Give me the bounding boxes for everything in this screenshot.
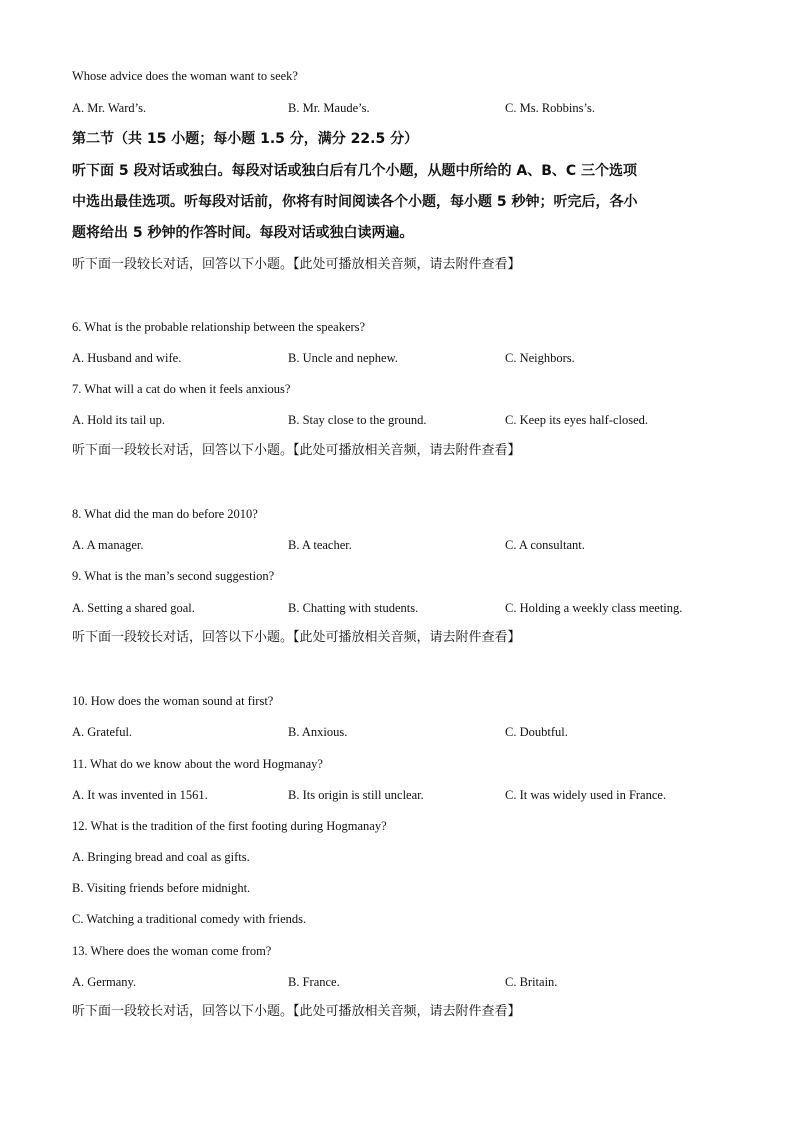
section-heading: 第二节（共 15 小题；每小题 1.5 分，满分 22.5 分） [72,131,419,147]
question-text: 7. What will a cat do when it feels anxious? [72,382,291,396]
option-b: B. A teacher. [288,538,352,552]
option-a: A. Bringing bread and coal as gifts. [72,850,250,864]
option-c: C. It was widely used in France. [505,788,667,802]
option-b: B. Uncle and nephew. [288,351,398,365]
option-a: A. A manager. [72,538,144,552]
option-a: A. Grateful. [72,725,133,739]
option-a: A. Husband and wife. [72,351,182,365]
option-a: A. It was invented in 1561. [72,788,208,802]
section-instructions-line-2: 中选出最佳选项。听每段对话前，你将有时间阅读各个小题，每小题 5 秒钟；听完后，各小 [72,194,638,210]
section-instructions-line-1: 听下面 5 段对话或独白。每段对话或独白后有几个小题，从题中所给的 A、B、C 三个选项 [72,163,638,179]
question-text: 9. What is the man’s second suggestion? [72,569,275,583]
option-a: A. Hold its tail up. [72,413,166,427]
listen-prompt: 听下面一段较长对话，回答以下小题。【此处可播放相关音频，请去附件查看】 [72,257,521,272]
option-c: C. Ms. Robbins’s. [505,101,595,115]
option-a: A. Mr. Ward’s. [72,101,147,115]
listen-prompt: 听下面一段较长对话，回答以下小题。【此处可播放相关音频，请去附件查看】 [72,1004,521,1019]
option-b: B. France. [288,975,340,989]
option-a: A. Setting a shared goal. [72,601,195,615]
option-b: B. Chatting with students. [288,601,419,615]
section-instructions-line-3: 题将给出 5 秒钟的作答时间。每段对话或独白读两遍。 [72,225,414,241]
option-c: C. Holding a weekly class meeting. [505,601,683,615]
question-text: Whose advice does the woman want to seek? [72,69,298,83]
question-text: 8. What did the man do before 2010? [72,507,258,521]
question-text: 11. What do we know about the word Hogmanay? [72,757,323,771]
option-c: C. A consultant. [505,538,585,552]
question-text: 10. How does the woman sound at first? [72,694,274,708]
listen-prompt: 听下面一段较长对话，回答以下小题。【此处可播放相关音频，请去附件查看】 [72,630,521,645]
option-b: B. Stay close to the ground. [288,413,427,427]
option-c: C. Doubtful. [505,725,568,739]
question-text: 13. Where does the woman come from? [72,944,272,958]
option-c: C. Keep its eyes half-closed. [505,413,649,427]
option-c: C. Watching a traditional comedy with friends. [72,912,307,926]
option-a: A. Germany. [72,975,137,989]
listen-prompt: 听下面一段较长对话，回答以下小题。【此处可播放相关音频，请去附件查看】 [72,443,521,458]
question-text: 6. What is the probable relationship between the speakers? [72,320,366,334]
option-b: B. Anxious. [288,725,348,739]
question-text: 12. What is the tradition of the first footing during Hogmanay? [72,819,387,833]
option-b: B. Visiting friends before midnight. [72,881,251,895]
option-c: C. Neighbors. [505,351,575,365]
option-b: B. Its origin is still unclear. [288,788,424,802]
option-b: B. Mr. Maude’s. [288,101,370,115]
option-c: C. Britain. [505,975,558,989]
